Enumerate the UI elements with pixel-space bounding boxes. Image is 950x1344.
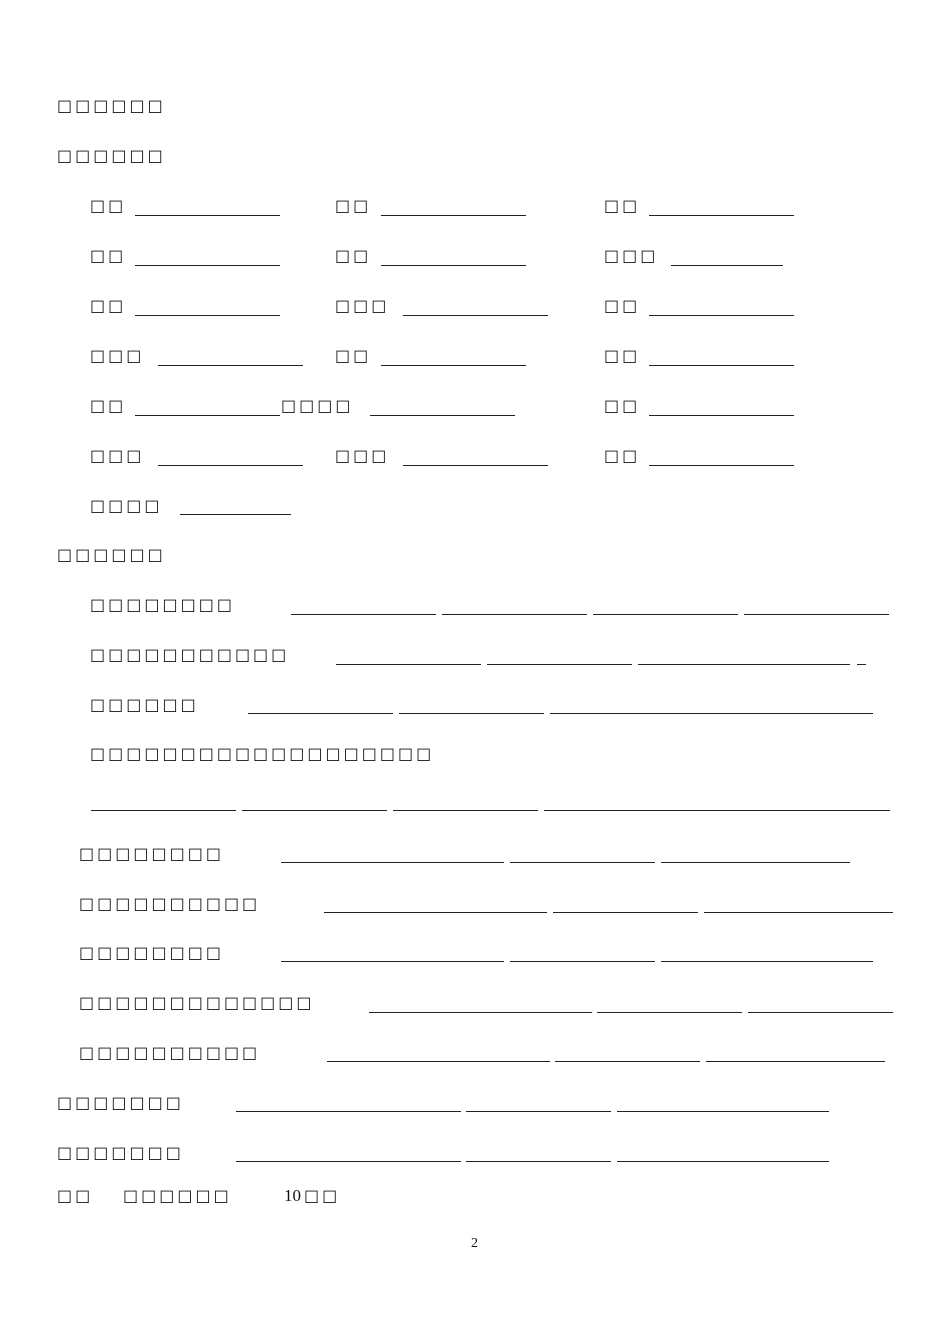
answer-blank[interactable] <box>381 365 526 366</box>
answer-blank[interactable] <box>370 415 515 416</box>
answer-blank[interactable] <box>487 664 632 665</box>
answer-blank[interactable] <box>510 961 655 962</box>
grid-label: □□ <box>335 346 372 365</box>
section-heading-2: □□□□□□ <box>57 146 166 165</box>
answer-blank[interactable] <box>403 465 548 466</box>
answer-blank[interactable] <box>704 912 893 913</box>
grid-label: □□□ <box>90 346 145 365</box>
grid-label: □□ <box>604 196 641 215</box>
answer-blank[interactable] <box>671 265 783 266</box>
answer-blank[interactable] <box>649 365 794 366</box>
answer-blank[interactable] <box>857 664 866 665</box>
section-heading-1: □□□□□□ <box>57 96 166 115</box>
answer-blank[interactable] <box>158 465 303 466</box>
answer-blank[interactable] <box>135 265 280 266</box>
question-text: □□□□□□□□□□□ <box>90 645 290 664</box>
answer-blank[interactable] <box>649 215 794 216</box>
question-text: □□□□□□□□□□□□□ <box>79 993 315 1012</box>
answer-blank[interactable] <box>91 810 236 811</box>
grid-label: □□□ <box>90 446 145 465</box>
grid-label: □□□ <box>604 246 659 265</box>
question-text: □□□□□□□□ <box>90 595 235 614</box>
answer-blank[interactable] <box>661 961 873 962</box>
section-heading-4: □□□□□□□ <box>57 1093 184 1112</box>
answer-blank[interactable] <box>597 1012 742 1013</box>
grid-label: □□□□ <box>90 496 163 515</box>
answer-blank[interactable] <box>661 862 850 863</box>
answer-blank[interactable] <box>393 810 538 811</box>
grid-label: □□ <box>604 396 641 415</box>
grid-label: □□ <box>335 196 372 215</box>
section-heading-3: □□□□□□ <box>57 545 166 564</box>
answer-blank[interactable] <box>324 912 547 913</box>
answer-blank[interactable] <box>617 1161 829 1162</box>
question-text: □□□□□□□□□□□□□□□□□□□ <box>90 744 435 763</box>
grid-label: □□ <box>90 196 127 215</box>
answer-blank[interactable] <box>466 1161 611 1162</box>
answer-blank[interactable] <box>135 415 280 416</box>
answer-blank[interactable] <box>281 961 504 962</box>
answer-blank[interactable] <box>399 713 544 714</box>
grid-label: □□ <box>335 246 372 265</box>
answer-blank[interactable] <box>550 713 873 714</box>
final-item-value: 10 <box>284 1186 301 1205</box>
question-text: □□□□□□ <box>90 695 199 714</box>
final-item-label: □□□□□□ <box>123 1186 232 1205</box>
grid-label: □□ <box>604 296 641 315</box>
answer-blank[interactable] <box>248 713 393 714</box>
answer-blank[interactable] <box>649 415 794 416</box>
answer-blank[interactable] <box>649 465 794 466</box>
answer-blank[interactable] <box>555 1061 700 1062</box>
answer-blank[interactable] <box>748 1012 893 1013</box>
answer-blank[interactable] <box>242 810 387 811</box>
answer-blank[interactable] <box>617 1111 829 1112</box>
answer-blank[interactable] <box>442 614 587 615</box>
grid-label: □□□ <box>335 446 390 465</box>
answer-blank[interactable] <box>135 215 280 216</box>
section-heading-5: □□□□□□□ <box>57 1143 184 1162</box>
page-number: 2 <box>471 1236 478 1251</box>
answer-blank[interactable] <box>649 315 794 316</box>
answer-blank[interactable] <box>291 614 436 615</box>
answer-blank[interactable] <box>466 1111 611 1112</box>
grid-label: □□□□ <box>281 396 354 415</box>
answer-blank[interactable] <box>236 1111 461 1112</box>
final-item-prefix: □□ <box>57 1186 94 1205</box>
grid-label: □□ <box>90 246 127 265</box>
grid-label: □□ <box>90 296 127 315</box>
answer-blank[interactable] <box>553 912 698 913</box>
final-item-suffix: □□ <box>304 1186 341 1205</box>
answer-blank[interactable] <box>135 315 280 316</box>
answer-blank[interactable] <box>381 265 526 266</box>
question-text: □□□□□□□□□□ <box>79 894 261 913</box>
grid-label: □□ <box>90 396 127 415</box>
answer-blank[interactable] <box>281 862 504 863</box>
answer-blank[interactable] <box>544 810 890 811</box>
question-text: □□□□□□□□ <box>79 943 224 962</box>
answer-blank[interactable] <box>336 664 481 665</box>
answer-blank[interactable] <box>327 1061 550 1062</box>
answer-blank[interactable] <box>180 514 291 515</box>
answer-blank[interactable] <box>638 664 850 665</box>
answer-blank[interactable] <box>744 614 889 615</box>
answer-blank[interactable] <box>381 215 526 216</box>
question-text: □□□□□□□□□□ <box>79 1043 261 1062</box>
answer-blank[interactable] <box>510 862 655 863</box>
grid-label: □□ <box>604 446 641 465</box>
question-text: □□□□□□□□ <box>79 844 224 863</box>
grid-label: □□□ <box>335 296 390 315</box>
grid-label: □□ <box>604 346 641 365</box>
answer-blank[interactable] <box>158 365 303 366</box>
answer-blank[interactable] <box>369 1012 592 1013</box>
answer-blank[interactable] <box>706 1061 885 1062</box>
answer-blank[interactable] <box>593 614 738 615</box>
answer-blank[interactable] <box>236 1161 461 1162</box>
answer-blank[interactable] <box>403 315 548 316</box>
